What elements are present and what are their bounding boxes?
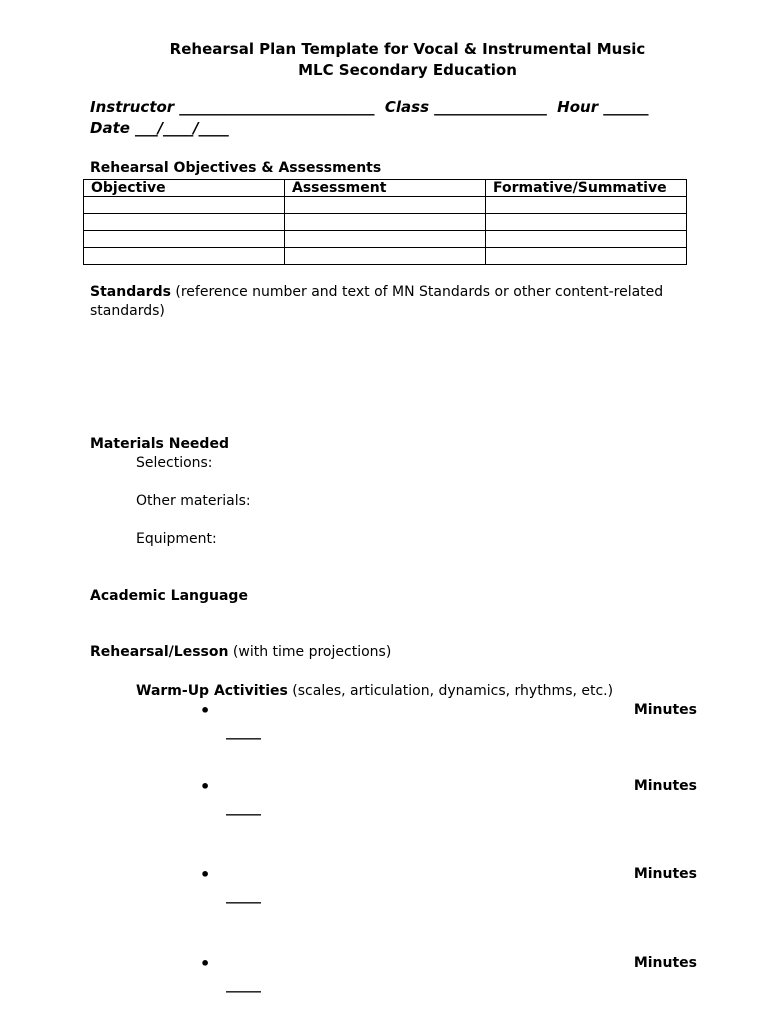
column-header-assessment: Assessment — [285, 180, 486, 197]
table-row — [84, 248, 687, 265]
table-cell[interactable] — [84, 231, 285, 248]
objectives-heading: Rehearsal Objectives & Assessments — [90, 160, 382, 176]
minutes-blank: _____ — [226, 888, 261, 904]
minutes-blank: _____ — [226, 724, 261, 740]
column-header-formative-summative: Formative/Summative — [486, 180, 687, 197]
table-cell[interactable] — [285, 248, 486, 265]
table-cell[interactable] — [84, 248, 285, 265]
minutes-label: Minutes — [633, 702, 697, 718]
selections-label: Selections: — [136, 455, 213, 471]
instructor-class-hour-line: Instructor __________________________ Class _______________ Hour ______ — [90, 98, 649, 116]
date-line: Date ___/____/____ — [90, 119, 229, 137]
other-materials-label: Other materials: — [136, 493, 251, 509]
table-cell[interactable] — [486, 197, 687, 214]
bullet-marker: • — [200, 701, 211, 720]
column-header-objective: Objective — [84, 180, 285, 197]
minutes-label: Minutes — [633, 955, 697, 971]
table-cell[interactable] — [285, 231, 486, 248]
materials-heading: Materials Needed — [90, 436, 229, 452]
table-cell[interactable] — [486, 248, 687, 265]
warmup-section — [136, 682, 613, 701]
objectives-table — [83, 179, 687, 265]
equipment-label: Equipment: — [136, 531, 217, 547]
table-cell[interactable] — [285, 214, 486, 231]
standards-section — [90, 283, 690, 321]
table-header-row — [84, 180, 687, 197]
table-cell[interactable] — [285, 197, 486, 214]
rehearsal-lesson-note: (with time projections) — [232, 644, 392, 660]
table-cell[interactable] — [486, 214, 687, 231]
standards-label: Standards — [90, 284, 171, 300]
table-cell[interactable] — [84, 197, 285, 214]
document-title: Rehearsal Plan Template for Vocal & Instrumental Music — [169, 40, 646, 58]
table-row — [84, 214, 687, 231]
bullet-marker: • — [200, 865, 211, 884]
table-row — [84, 231, 687, 248]
rehearsal-lesson-label: Rehearsal/Lesson — [90, 644, 229, 660]
minutes-label: Minutes — [633, 866, 697, 882]
warmup-label: Warm-Up Activities — [136, 683, 288, 699]
warmup-note: (scales, articulation, dynamics, rhythms, etc.) — [292, 683, 614, 699]
bullet-marker: • — [200, 954, 211, 973]
standards-note: (reference number and text of MN Standards or other content-related standards) — [90, 284, 664, 319]
bullet-marker: • — [200, 777, 211, 796]
table-row — [84, 197, 687, 214]
table-cell[interactable] — [486, 231, 687, 248]
document-subtitle: MLC Secondary Education — [298, 61, 517, 79]
table-cell[interactable] — [84, 214, 285, 231]
academic-language-heading: Academic Language — [90, 588, 248, 604]
minutes-label: Minutes — [633, 778, 697, 794]
minutes-blank: _____ — [226, 977, 261, 993]
rehearsal-lesson-section — [90, 643, 690, 662]
minutes-blank: _____ — [226, 800, 261, 816]
